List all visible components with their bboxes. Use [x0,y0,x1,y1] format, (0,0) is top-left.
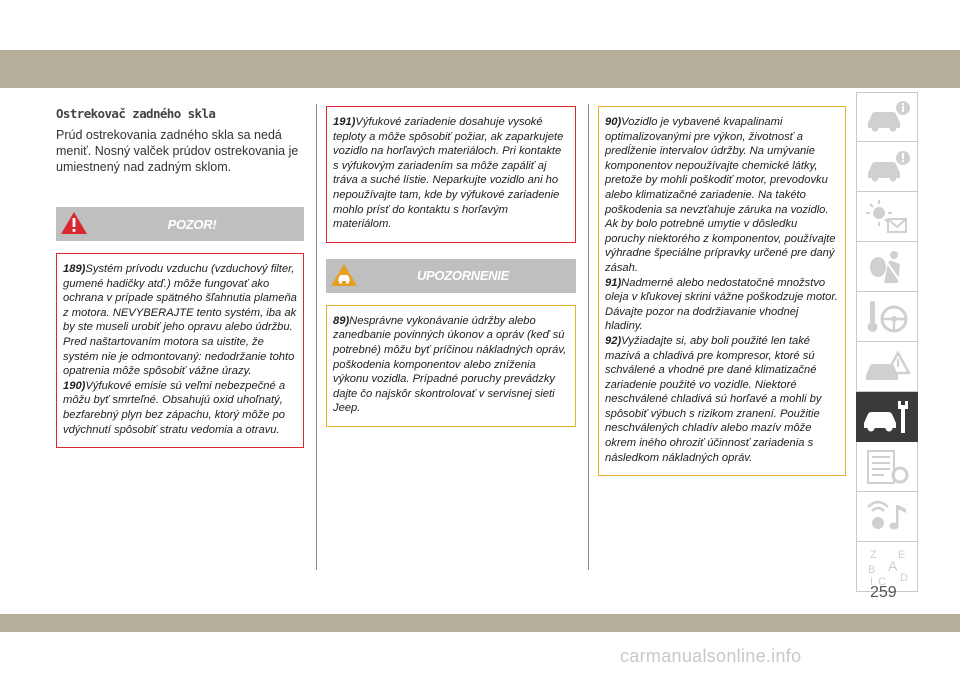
warning-item [63,262,297,379]
warning-number: 191) [333,116,356,128]
car-info-icon [862,97,912,137]
index-letter: I [870,575,874,587]
column-divider [316,104,317,570]
caution-box [326,305,576,427]
caution-number: 91) [605,276,622,289]
caution-header [326,259,576,293]
specifications-list-icon [862,447,912,487]
seatbelt-airbag-icon [862,247,912,287]
warning-title: POZOR! [167,216,217,232]
caution-car-icon [330,262,358,288]
car-exclamation-icon [862,147,912,187]
warning-number: 189) [63,263,86,275]
warning-text: Výfukové emisie sú veľmi nebezpečné a môžu byť smrteľné. Obsahujú oxid uhoľnatý, bezfarebný plyn bez zápachu, ktorý môže po vdýchnutí spôsobiť stratu vedomia a otravu. [63,379,286,436]
page-number: 259 [870,584,897,601]
caution-box [598,106,846,476]
column-divider [588,104,589,570]
car-maintenance-icon [862,397,912,437]
tab-technical-specifications[interactable] [856,442,918,492]
warning-box [56,253,304,448]
caution-item [605,334,839,465]
dashboard-lights-icon [862,197,912,237]
tab-safety[interactable] [856,192,918,242]
section-heading: Ostrekovač zadného skla [56,106,216,121]
warning-number: 190) [63,379,86,392]
warning-text: Systém prívodu vzduchu (vzduchový filter, gumené hadičky atď.) môže fungovať ako ochrana v prípade spätného šľahnutia plameňa z motora. NEVYBERAJTE tento systém, iba ak by ste museli urobiť jeho opravu alebo údržbu. Pred naštartovaním motora sa uistite, že systém nie je odmontovaný: nedodržanie tohto opatrenia môže spôsobiť vážne úrazy. [63,263,297,378]
tab-multimedia[interactable] [856,492,918,542]
chapter-tabs [856,92,918,592]
index-letter: A [888,557,898,574]
warning-box [326,106,576,243]
caution-text: Vozidlo je vybavené kvapalinami optimalizovanými pre výkon, životnosť a predĺženie intervalov údržby. Na umývanie komponentov nepoužívajte chemické látky, pretože by mohli poškodiť motor, prevodovku alebo klimatizačné zariadenie. Na takéto poškodenia sa nevzťahuje záruka na vozidlo. Ak by bolo potrebné umytie v dôsledku poruchy niektorého z komponentov, používajte výhradne špeciálne prípravky určené pre daný zásah. [605,116,836,274]
tab-in-emergency[interactable] [856,292,918,342]
warning-item [63,379,297,437]
tab-emergency-warning[interactable] [856,342,918,392]
warning-triangle-icon [60,210,88,236]
warning-text: Výfukové zariadenie dosahuje vysoké teploty a môže spôsobiť požiar, ak zaparkujete vozidlo na horľavých materiáloch. Pri kontakte s výfukovým zariadením sa môže zapáliť aj tráva a suché lístie. Neparkujte vozidlo ani ho nepoužívajte tam, kde by výfukové zariadenie mohlo prísť do kontaktu s horľavým materiálom. [333,116,564,231]
index-letter: C [878,575,886,587]
column-2 [326,104,576,427]
caution-number: 92) [605,334,622,347]
index-letter: E [898,548,906,561]
footer-band [0,614,960,632]
tab-dashboard[interactable] [856,142,918,192]
caution-number: 89) [333,314,350,327]
caution-text: Nadmerné alebo nedostatočné množstvo oleja v kľukovej skrini vážne poškodzuje motor. Dávajte pozor na dodržiavanie vhodnej hladiny. [605,276,838,333]
watermark: carmanualsonline.info [620,646,802,666]
caution-text: Nesprávne vykonávanie údržby alebo zanedbanie povinných úkonov a opráv (keď sú potrebné) môžu byť príčinou nákladných opráv, poškodenia komponentov alebo zníženia výkonu vozidla. Prípadné poruchy prevádzky dajte čo najskôr skontrolovať v servisnej sieti Jeep. [333,314,567,415]
index-letter: D [900,571,908,584]
caution-item [605,115,839,276]
caution-text: Vyžiadajte si, aby boli použité len také mazivá a chladivá pre kompresor, ktoré sú schválené a vhodné pre dané klimatizačné zariadenie použité vo vozidle. Niektoré neschválené chladivá sú horľavé a mohli by spôsobiť výbuch s rizikom zranení. Použitie neschválených chladív alebo mazív môže okrem iného ohroziť účinnosť zariadenia s následkom nákladných opráv. [605,334,822,464]
header-band [0,50,960,88]
steering-wheel-key-icon [862,297,912,337]
tab-servicing-maintenance[interactable] [856,392,918,442]
caution-title: UPOZORNENIE [416,268,510,284]
tab-getting-to-know-vehicle[interactable] [856,92,918,142]
tab-starting-driving[interactable] [856,242,918,292]
caution-item [333,314,569,416]
column-3 [598,104,846,476]
caution-item [605,276,839,334]
car-warning-triangle-icon [862,347,912,387]
caution-number: 90) [605,116,622,128]
warning-item [333,115,569,232]
multimedia-icon [862,497,912,537]
warning-header [56,207,304,241]
index-letter: Z [870,548,877,561]
section-body: Prúd ostrekovania zadného skla sa nedá meniť. Nosný valček prúdov ostrekovania je umiestnený nad zadným sklom. [56,128,299,174]
index-letter: B [868,563,876,576]
alphabetical-index-icon [862,547,912,587]
column-1 [56,104,304,448]
